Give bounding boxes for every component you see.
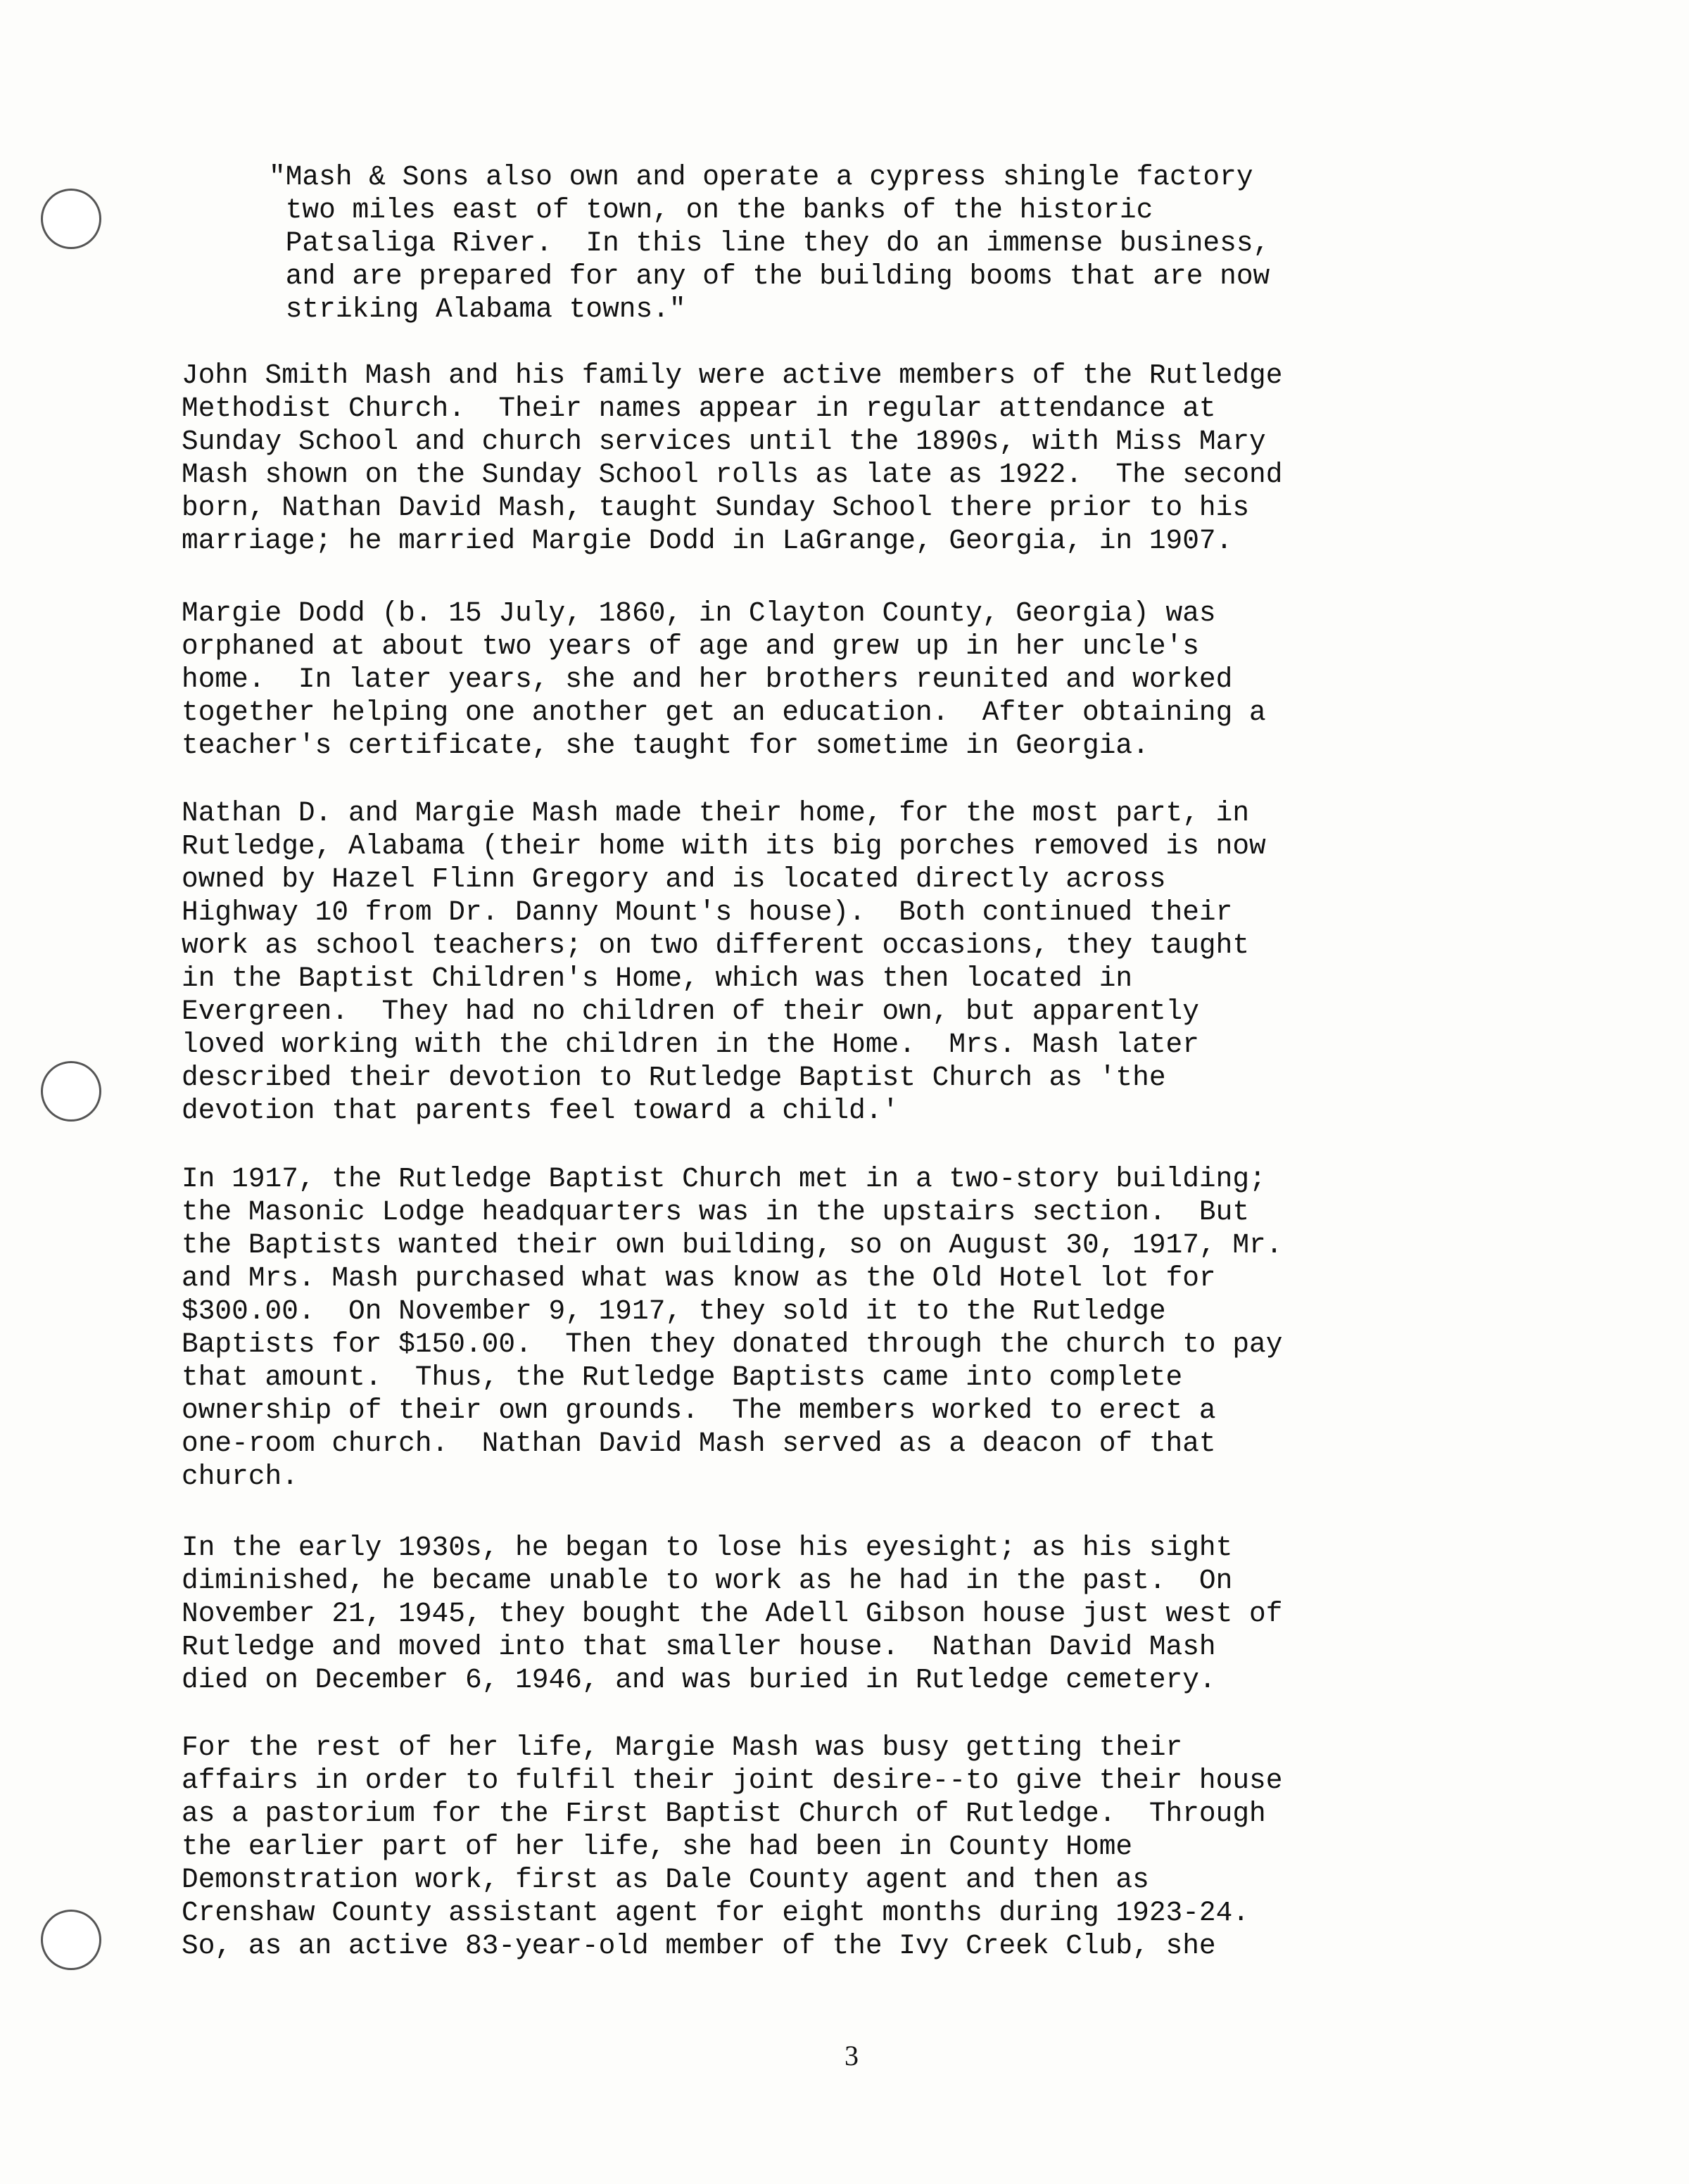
- text-line: and are prepared for any of the building booms that are now: [269, 260, 1270, 292]
- text-line: Rutledge and moved into that smaller house. Nathan David Mash: [182, 1631, 1216, 1663]
- punch-hole: [41, 1061, 101, 1122]
- text-line: Demonstration work, first as Dale County agent and then as: [182, 1864, 1149, 1896]
- text-line: "Mash & Sons also own and operate a cypress shingle factory: [269, 161, 1253, 193]
- text-line: in the Baptist Children's Home, which was then located in: [182, 963, 1133, 994]
- text-line: the Baptists wanted their own building, so on August 30, 1917, Mr.: [182, 1229, 1283, 1261]
- text-line: affairs in order to fulfil their joint desire--to give their house: [182, 1765, 1283, 1796]
- text-line: Highway 10 from Dr. Danny Mount's house). Both continued their: [182, 896, 1233, 928]
- text-line: striking Alabama towns.": [269, 293, 686, 325]
- punch-hole: [41, 1910, 101, 1970]
- text-line: home. In later years, she and her brothers reunited and worked: [182, 664, 1233, 695]
- text-line: one-room church. Nathan David Mash served as a deacon of that: [182, 1428, 1216, 1459]
- text-line: For the rest of her life, Margie Mash was busy getting their: [182, 1732, 1183, 1763]
- paragraph-eyesight: [182, 1531, 1519, 1696]
- text-line: Patsaliga River. In this line they do an immense business,: [269, 227, 1270, 259]
- text-line: died on December 6, 1946, and was buried in Rutledge cemetery.: [182, 1664, 1216, 1696]
- text-line: loved working with the children in the Home. Mrs. Mash later: [182, 1029, 1199, 1060]
- text-line: two miles east of town, on the banks of the historic: [269, 194, 1153, 226]
- paragraph-margie-dodd: [182, 597, 1519, 762]
- text-line: November 21, 1945, they bought the Adell Gibson house just west of: [182, 1598, 1283, 1630]
- text-line: Methodist Church. Their names appear in regular attendance at: [182, 393, 1216, 424]
- punch-hole: [41, 189, 101, 249]
- text-line: Crenshaw County assistant agent for eight months during 1923-24.: [182, 1897, 1250, 1929]
- text-line: Mash shown on the Sunday School rolls as late as 1922. The second: [182, 459, 1283, 490]
- text-line: Margie Dodd (b. 15 July, 1860, in Clayton County, Georgia) was: [182, 597, 1216, 629]
- text-line: owned by Hazel Flinn Gregory and is located directly across: [182, 863, 1166, 895]
- text-line: diminished, he became unable to work as he had in the past. On: [182, 1565, 1233, 1596]
- text-line: In 1917, the Rutledge Baptist Church met in a two-story building;: [182, 1163, 1266, 1195]
- text-line: and Mrs. Mash purchased what was know as the Old Hotel lot for: [182, 1262, 1216, 1294]
- text-line: Baptists for $150.00. Then they donated through the church to pay: [182, 1328, 1283, 1360]
- paragraph-home-in-rutledge: [182, 796, 1519, 1127]
- text-line: the earlier part of her life, she had been in County Home: [182, 1831, 1133, 1862]
- page-number: 3: [844, 2040, 859, 2071]
- text-line: marriage; he married Margie Dodd in LaGrange, Georgia, in 1907.: [182, 525, 1233, 557]
- text-line: born, Nathan David Mash, taught Sunday School there prior to his: [182, 492, 1250, 523]
- text-line: the Masonic Lodge headquarters was in the upstairs section. But: [182, 1196, 1250, 1228]
- text-line: Evergreen. They had no children of their own, but apparently: [182, 996, 1199, 1027]
- text-line: Rutledge, Alabama (their home with its big porches removed is now: [182, 830, 1266, 862]
- text-line: Sunday School and church services until the 1890s, with Miss Mary: [182, 426, 1266, 457]
- paragraph-methodist-church: [182, 359, 1519, 557]
- paragraph-pastorium: [182, 1731, 1519, 1962]
- text-line: John Smith Mash and his family were active members of the Rutledge: [182, 360, 1283, 391]
- text-line: that amount. Thus, the Rutledge Baptists came into complete: [182, 1361, 1183, 1393]
- text-line: In the early 1930s, he began to lose his eyesight; as his sight: [182, 1532, 1233, 1563]
- text-line: ownership of their own grounds. The members worked to erect a: [182, 1395, 1216, 1426]
- text-line: described their devotion to Rutledge Baptist Church as 'the: [182, 1062, 1166, 1093]
- text-line: $300.00. On November 9, 1917, they sold it to the Rutledge: [182, 1295, 1166, 1327]
- text-line: together helping one another get an education. After obtaining a: [182, 697, 1266, 728]
- paragraph-baptist-church-1917: [182, 1162, 1519, 1493]
- text-line: church.: [182, 1461, 298, 1492]
- text-line: as a pastorium for the First Baptist Church of Rutledge. Through: [182, 1798, 1266, 1829]
- block-quote: [269, 160, 1536, 326]
- text-line: So, as an active 83-year-old member of the Ivy Creek Club, she: [182, 1930, 1216, 1962]
- text-line: devotion that parents feel toward a child.': [182, 1095, 899, 1126]
- text-line: teacher's certificate, she taught for sometime in Georgia.: [182, 730, 1149, 761]
- text-line: Nathan D. and Margie Mash made their home, for the most part, in: [182, 797, 1250, 829]
- text-line: work as school teachers; on two different occasions, they taught: [182, 929, 1250, 961]
- text-line: orphaned at about two years of age and grew up in her uncle's: [182, 630, 1199, 662]
